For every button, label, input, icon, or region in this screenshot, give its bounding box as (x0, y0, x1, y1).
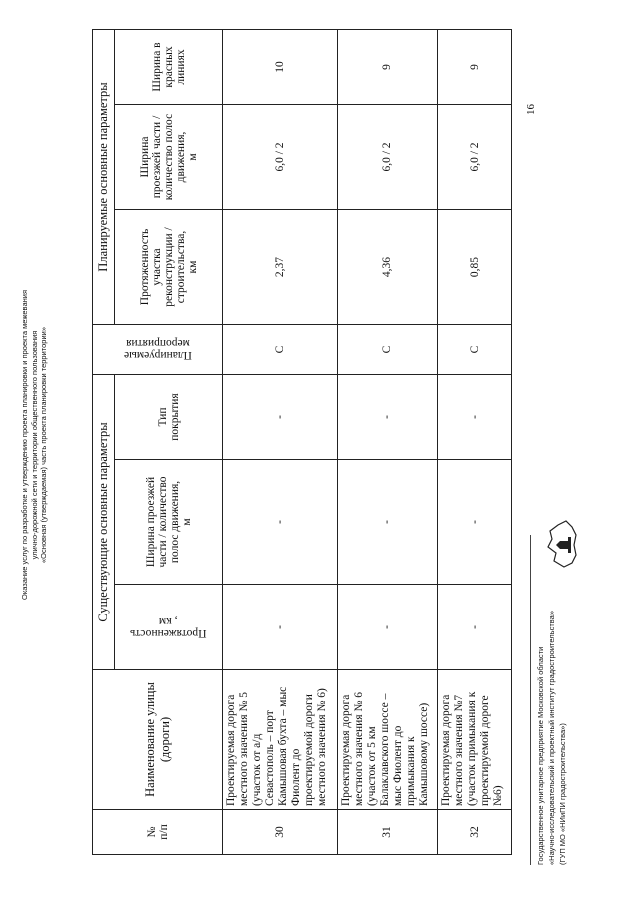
cell-width: - (438, 460, 512, 585)
cell-pwidth: 6,0 / 2 (223, 105, 338, 210)
cell-plen: 4,36 (337, 210, 438, 325)
col-name-header: Наименование улицы (дороги) (93, 670, 223, 810)
cell-length: - (438, 585, 512, 670)
col-cover-header: Тип покрытия (115, 375, 223, 460)
page-number: 16 (525, 104, 537, 115)
col-pwidth-header: Ширина проезжей части / количество полос движения, м (115, 105, 223, 210)
cell-plen: 2,37 (223, 210, 338, 325)
cell-num: 31 (337, 810, 438, 855)
header-line-2: улично-дорожной сети и территории общественного пользования (29, 330, 39, 560)
cell-num: 32 (438, 810, 512, 855)
footer-line-1: Государственное унитарное предприятие Московской области (536, 646, 545, 865)
footer-divider (530, 535, 531, 865)
cell-event: С (438, 325, 512, 375)
table-row (223, 29, 338, 854)
cell-pwidth: 6,0 / 2 (337, 105, 438, 210)
cell-red: 10 (223, 29, 338, 104)
cell-width: - (223, 460, 338, 585)
header-line-1: Оказание услуг по разработке и утверждению проекта планировки и проекта межевания (20, 289, 29, 601)
cell-cover: - (337, 375, 438, 460)
footer (535, 611, 568, 865)
cell-length: - (337, 585, 438, 670)
footer-line-2: «Научно-исследовательский и проектный институт градостроительства» (547, 611, 556, 865)
document-header (20, 225, 49, 665)
cell-event: С (337, 325, 438, 375)
cell-length: - (223, 585, 338, 670)
cell-event: С (223, 325, 338, 375)
cell-plen: 0,85 (438, 210, 512, 325)
table-row (438, 29, 512, 854)
moscow-region-map-logo-icon (542, 515, 582, 575)
cell-red: 9 (337, 29, 438, 104)
cell-name: Проектируемая дорога местного значения № 6 (участок от 5 км Балаклавского шоссе – мыс Фиолент до примыкания к Камышовому шоссе) (337, 670, 438, 810)
cell-num: 30 (223, 810, 338, 855)
header-line-3: «Основная (утверждаемая) часть проекта планировки территории» (39, 326, 48, 564)
cell-cover: - (223, 375, 338, 460)
table-row (337, 29, 438, 854)
cell-pwidth: 6,0 / 2 (438, 105, 512, 210)
cell-name: Проектируемая дорога местного значения №7 (участок примыкания к проектируемой дороге №6) (438, 670, 512, 810)
col-plen-header: Протяженность участка реконструкции / строительства, км (115, 210, 223, 325)
cell-name: Проектируемая дорога местного значения № 5 (участок от а/д Севастополь – порт Камышовая бухта – мыс Фиолент до проектируемой дороги местного значения № 6) (223, 670, 338, 810)
col-red-header: Ширина в красных линиях (115, 29, 223, 104)
existing-params-header: Существующие основные параметры (93, 375, 115, 670)
cell-width: - (337, 460, 438, 585)
col-width-header: Ширина проезжей части / количество полос движения, м (115, 460, 223, 585)
col-events-header: Планируемые мероприятия (93, 325, 223, 375)
planned-params-header: Планируемые основные параметры (93, 29, 115, 324)
cell-cover: - (438, 375, 512, 460)
roads-table (92, 29, 512, 855)
col-length-header: Протяженность , км (115, 585, 223, 670)
footer-line-3: (ГУП МО «НИиПИ градостроительства») (558, 723, 567, 865)
col-num-header: № п/п (93, 810, 223, 855)
cell-red: 9 (438, 29, 512, 104)
